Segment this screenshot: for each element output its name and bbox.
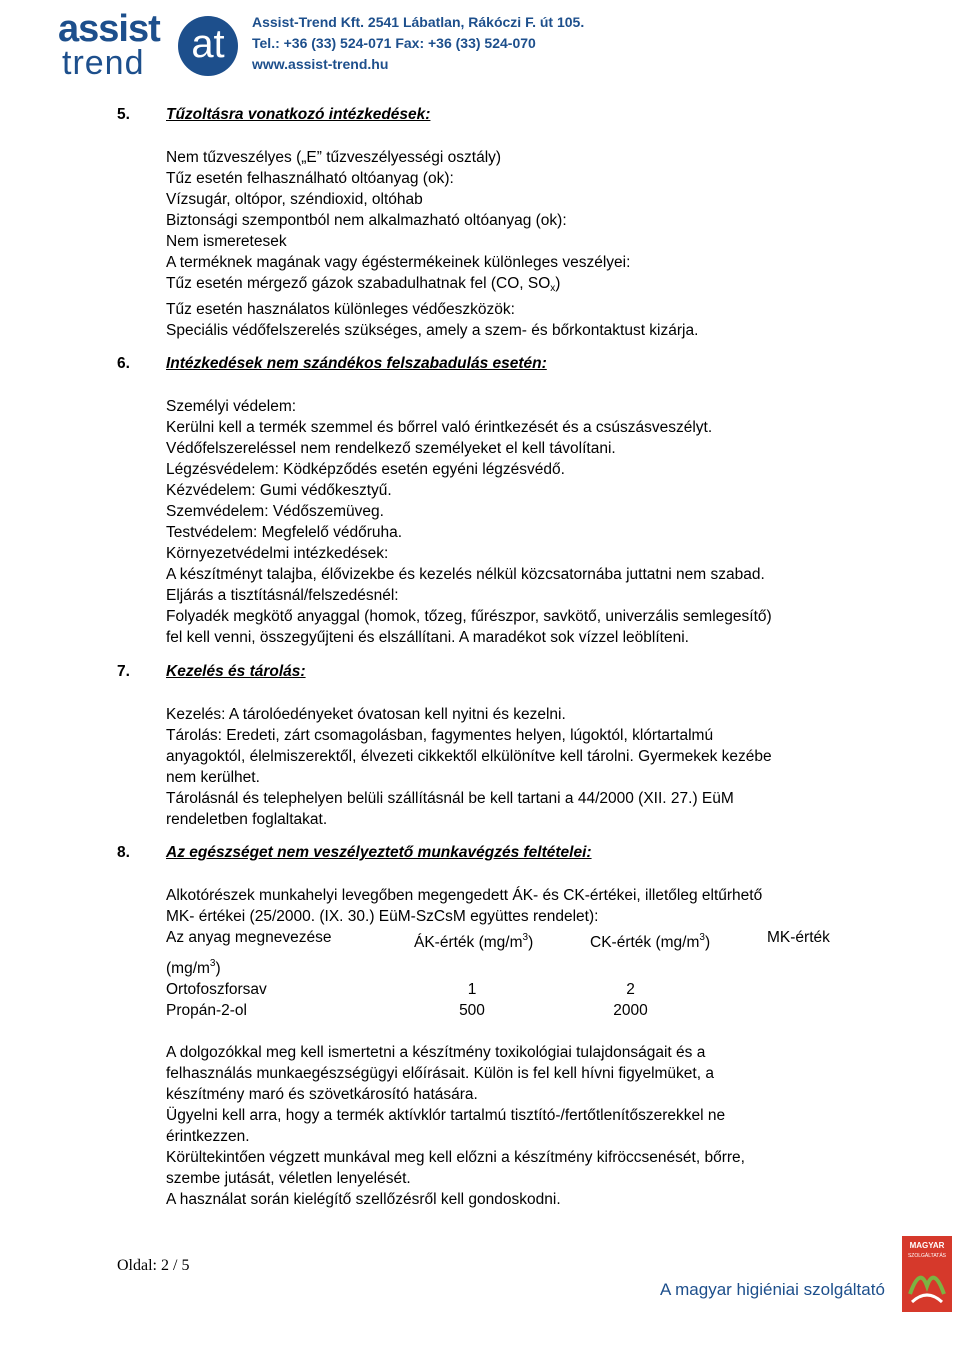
document-body xyxy=(117,104,897,1210)
text-fragment: Tűz esetén mérgező gázok szabadulhatnak fel (CO, SO xyxy=(166,275,551,292)
logo-text-top: assist xyxy=(58,8,160,50)
text-line: Ügyelni kell arra, hogy a termék aktívklór tartalmú tisztító-/fertőtlenítőszerekkel ne xyxy=(166,1107,726,1124)
subscript: x xyxy=(550,283,556,294)
section-title: Az egészséget nem veszélyeztető munkavégzés feltételei: xyxy=(166,844,592,861)
exposure-limits-table xyxy=(166,927,897,1021)
table-cell-name: Ortofoszforsav xyxy=(166,981,267,998)
logo-text-bottom: trend xyxy=(62,44,145,82)
text-line: Nem ismeretesek xyxy=(166,233,287,250)
table-cell-ak: 500 xyxy=(459,1002,485,1019)
text-line: rendeletben foglaltakat. xyxy=(166,811,328,828)
company-phone-fax: Tel.: +36 (33) 524-071 Fax: +36 (33) 524-070 xyxy=(252,35,536,51)
table-header-substance: Az anyag megnevezése xyxy=(166,929,332,946)
text-line: Tárolás: Eredeti, zárt csomagolásban, fagymentes helyen, lúgoktól, klórtartalmú xyxy=(166,727,714,744)
text-line: Tűz esetén használatos különleges védőeszközök: xyxy=(166,301,515,318)
company-logo xyxy=(58,10,238,80)
text-line: Biztonsági szempontból nem alkalmazható oltóanyag (ok): xyxy=(166,212,567,229)
text-line: MK- értékei (25/2000. (IX. 30.) EüM-SzCsM együttes rendelet): xyxy=(166,908,599,925)
section-5-heading xyxy=(117,104,897,125)
table-cell-ak: 1 xyxy=(467,981,477,998)
text-line: Nem tűzveszélyes („E” tűzveszélyességi osztály) xyxy=(166,149,502,166)
badge-line-1: MAGYAR xyxy=(909,1241,945,1250)
company-address: Assist-Trend Kft. 2541 Lábatlan, Rákóczi F. út 105. xyxy=(252,14,585,30)
text-line: A dolgozókkal meg kell ismertetni a készítmény toxikológiai tulajdonságait és a xyxy=(166,1044,706,1061)
text-fragment: ) xyxy=(555,275,561,292)
text-line: Speciális védőfelszerelés szükséges, amely a szem- és bőrkontaktust kizárja. xyxy=(166,322,699,339)
text-line: A terméknek magának vagy égéstermékeinek különleges veszélyei: xyxy=(166,254,631,271)
footer-brand-text: A magyar higiéniai szolgáltató xyxy=(660,1280,885,1299)
section-6-heading xyxy=(117,353,897,374)
text-line: Kerülni kell a termék szemmel és bőrrel való érintkezését és a csúszásveszélyt. xyxy=(166,419,713,436)
text-line: fel kell venni, összegyűjteni és elszállítani. A maradékot sok vízzel leöblíteni. xyxy=(166,629,689,646)
company-info xyxy=(252,12,584,75)
text-line: Vízsugár, oltópor, széndioxid, oltóhab xyxy=(166,191,423,208)
text-line: Testvédelem: Megfelelő védőruha. xyxy=(166,524,403,541)
table-cell-ck: 2 xyxy=(626,981,635,998)
text-line: Alkotórészek munkahelyi levegőben megengedett ÁK- és CK-értékei, illetőleg eltűrhető xyxy=(166,887,763,904)
text-line: Légzésvédelem: Ködképződés esetén egyéni légzésvédő. xyxy=(166,461,565,478)
section-number: 8. xyxy=(117,844,130,861)
magyar-szolgaltatas-logo xyxy=(902,1236,952,1312)
table-header-mk-unit: $(mg/m^3)$ xyxy=(166,958,221,977)
text-line: Folyadék megkötő anyaggal (homok, tőzeg, fűrészpor, savkötő, univerzális semlegesítő) xyxy=(166,608,772,625)
section-8-body xyxy=(166,885,897,1210)
text-line: Személyi védelem: xyxy=(166,398,297,415)
text-line: Környezetvédelmi intézkedések: xyxy=(166,545,389,562)
text-line: anyagoktól, élelmiszerektől, élvezeti cikkektől elkülönítve kell tárolni. Gyermekek kezébe xyxy=(166,748,772,765)
text-line: készítmény maró és szövetkárosító hatására. xyxy=(166,1086,478,1103)
logo-badge: at xyxy=(178,16,238,76)
section-title: Intézkedések nem szándékos felszabadulás esetén: xyxy=(166,355,547,372)
text-line: Tűz esetén felhasználható oltóanyag (ok): xyxy=(166,170,454,187)
text-line: Körültekintően végzett munkával meg kell előzni a készítmény kifröccsenését, bőrre, xyxy=(166,1149,745,1166)
section-number: 7. xyxy=(117,663,130,680)
section-title: Tűzoltásra vonatkozó intézkedések: xyxy=(166,106,431,123)
text-line: nem kerülhet. xyxy=(166,769,260,786)
section-number: 6. xyxy=(117,355,130,372)
text-line: Védőfelszereléssel nem rendelkező személyeket el kell távolítani. xyxy=(166,440,616,457)
section-8-heading xyxy=(117,842,897,863)
company-website: www.assist-trend.hu xyxy=(252,56,389,72)
text-line xyxy=(166,273,897,299)
text-line: érintkezzen. xyxy=(166,1128,250,1145)
section-title: Kezelés és tárolás: xyxy=(166,663,306,680)
table-cell-name: Propán-2-ol xyxy=(166,1002,247,1019)
table-header-ak: ÁK-érték $(mg/m^3)$ xyxy=(414,932,534,951)
text-line: felhasználás munkaegészségügyi előírásait. Külön is fel kell hívni figyelmüket, a xyxy=(166,1065,714,1082)
text-line: A készítményt talajba, élővizekbe és kezelés nélkül közcsatornába juttatni nem szabad. xyxy=(166,566,765,583)
table-header-ck: CK-érték $(mg/m^3)$ xyxy=(590,932,711,951)
text-line: szembe jutását, véletlen lenyelését. xyxy=(166,1170,411,1187)
badge-line-2: SZOLGÁLTATÁS xyxy=(907,1253,947,1259)
table-cell-ck: 2000 xyxy=(613,1002,648,1019)
text-line: Kézvédelem: Gumi védőkesztyű. xyxy=(166,482,392,499)
text-line: Tárolásnál és telephelyen belüli szállításnál be kell tartani a 44/2000 (XII. 27.) EüM xyxy=(166,790,734,807)
section-5-body xyxy=(166,147,897,341)
text-line: Eljárás a tisztításnál/felszedésnél: xyxy=(166,587,399,604)
text-line: Szemvédelem: Védőszemüveg. xyxy=(166,503,384,520)
section-number: 5. xyxy=(117,106,130,123)
page-number: Oldal: 2 / 5 xyxy=(117,1257,190,1274)
section-6-body xyxy=(166,396,897,648)
text-line: A használat során kielégítő szellőzésről kell gondoskodni. xyxy=(166,1191,561,1208)
table-header-mk: MK-érték xyxy=(767,929,830,946)
section-7-heading xyxy=(117,661,897,682)
text-line: Kezelés: A tárolóedényeket óvatosan kell nyitni és kezelni. xyxy=(166,706,566,723)
section-7-body xyxy=(166,704,897,830)
